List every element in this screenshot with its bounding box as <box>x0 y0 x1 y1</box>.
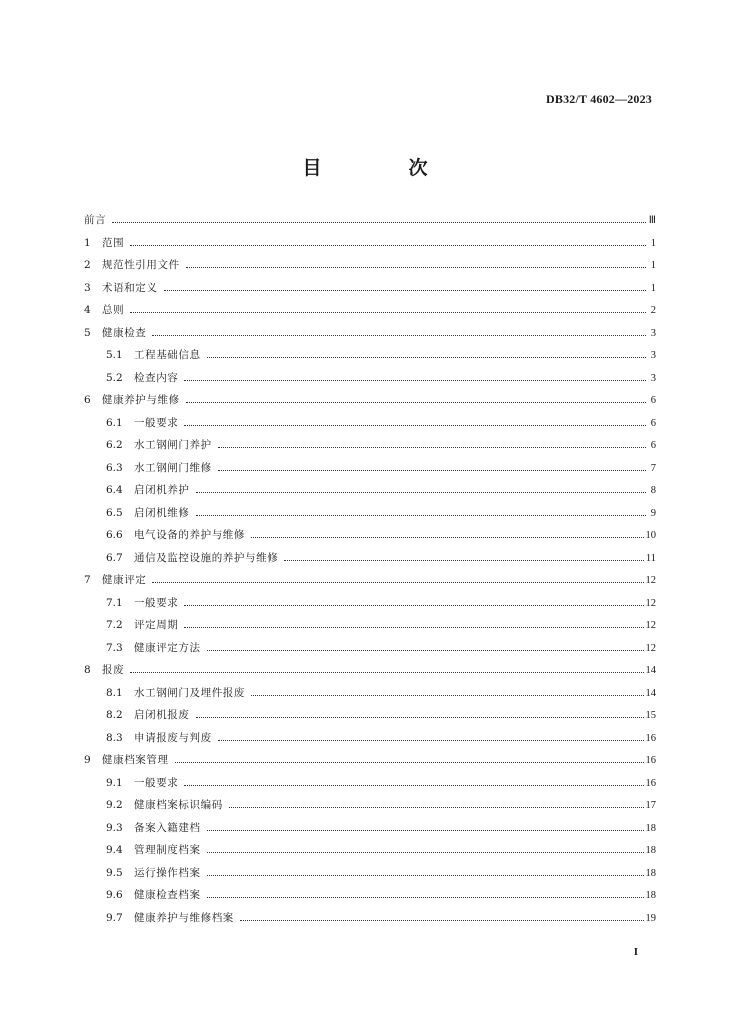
toc-entry-number: 5.1 <box>106 349 123 361</box>
toc-entry[interactable] <box>84 775 656 798</box>
toc-leader-dots <box>229 807 644 808</box>
toc-entry[interactable] <box>84 415 656 438</box>
toc-leader-dots <box>207 830 644 831</box>
page-number: I <box>633 946 638 958</box>
toc-entry-number: 6.4 <box>106 484 123 496</box>
toc-entry-number: 8.3 <box>106 731 123 744</box>
toc-entry-page: 17 <box>645 800 656 811</box>
toc-leader-dots <box>207 852 644 853</box>
toc-leader-dots <box>196 492 647 493</box>
toc-entry-number: 5.2 <box>106 371 123 384</box>
toc-entry-number: 2 <box>84 259 91 271</box>
toc-leader-dots <box>218 740 644 741</box>
toc-entry-label: 检查内容 <box>134 371 179 384</box>
toc-entry-label: 一般要求 <box>134 776 179 789</box>
toc-entry-number: 6.6 <box>106 529 123 541</box>
toc-entry-page: 15 <box>645 710 656 721</box>
toc-leader-dots <box>240 920 644 921</box>
toc-entry[interactable] <box>84 235 656 258</box>
toc-leader-dots <box>196 717 644 718</box>
toc-entry[interactable] <box>84 842 656 865</box>
toc-entry-number: 4 <box>84 304 91 316</box>
toc-leader-dots <box>130 312 646 313</box>
toc-leader-dots <box>196 515 647 516</box>
toc-entry[interactable] <box>84 550 656 573</box>
toc-entry-page: 14 <box>645 687 656 699</box>
toc-entry-number: 7.2 <box>106 619 123 631</box>
toc-leader-dots <box>284 560 644 561</box>
toc-leader-dots <box>152 582 643 583</box>
toc-entry[interactable] <box>84 482 656 505</box>
toc-entry-number: 6.5 <box>106 506 123 519</box>
toc-leader-dots <box>112 222 646 223</box>
toc-entry-number: 8 <box>84 664 91 676</box>
toc-entry-number: 3 <box>84 281 91 294</box>
toc-entry-page: 12 <box>645 642 656 654</box>
toc-entry-page: 7 <box>650 462 656 474</box>
toc-entry-label: 报废 <box>102 664 125 676</box>
toc-entry-label: 水工钢闸门及埋件报废 <box>134 686 245 699</box>
toc-leader-dots <box>130 245 646 246</box>
toc-entry-number: 6.2 <box>106 439 123 451</box>
toc-entry-page: 11 <box>645 552 656 564</box>
toc-entry[interactable] <box>84 572 656 595</box>
toc-entry-label: 健康档案标识编码 <box>134 799 223 811</box>
toc-entry-page: 16 <box>645 732 656 744</box>
toc-entry-label: 术语和定义 <box>102 281 158 294</box>
toc-entry-page: 16 <box>645 777 656 789</box>
toc-entry-page: 6 <box>650 440 656 451</box>
toc-entry[interactable] <box>84 370 656 393</box>
toc-entry-label: 评定周期 <box>134 619 179 631</box>
toc-entry[interactable] <box>84 302 656 325</box>
toc-entry-page: 19 <box>645 912 656 924</box>
toc-entry[interactable] <box>84 460 656 483</box>
toc-entry-label: 健康评定 <box>102 574 147 586</box>
toc-entry[interactable] <box>84 257 656 280</box>
toc-entry-page: 18 <box>645 845 656 856</box>
toc-leader-dots <box>184 425 646 426</box>
toc-entry[interactable] <box>84 325 656 348</box>
toc-entry-page: 1 <box>650 260 656 271</box>
toc-leader-dots <box>251 537 644 538</box>
toc-entry-label: 管理制度档案 <box>134 844 201 856</box>
toc-entry[interactable] <box>84 280 656 303</box>
toc-entry[interactable] <box>84 437 656 460</box>
toc-entry-label: 备案入籍建档 <box>134 821 201 834</box>
toc-entry-page: 18 <box>645 867 656 879</box>
toc-leader-dots <box>207 897 644 898</box>
toc-entry[interactable] <box>84 662 656 685</box>
toc-leader-dots <box>186 267 646 268</box>
toc-leader-dots <box>186 402 646 403</box>
toc-leader-dots <box>184 605 643 606</box>
toc-entry-number: 8.2 <box>106 709 123 721</box>
toc-leader-dots <box>184 380 646 381</box>
toc-entry[interactable] <box>84 505 656 528</box>
toc-entry-label: 范围 <box>102 236 125 249</box>
toc-entry[interactable] <box>84 640 656 663</box>
toc-entry-page: 3 <box>650 350 656 361</box>
toc-entry-number: 9.3 <box>106 821 123 834</box>
toc-entry-page: Ⅲ <box>648 215 656 226</box>
toc-entry[interactable] <box>84 392 656 415</box>
toc-entry-label: 一般要求 <box>134 596 179 609</box>
toc-entry-number: 6 <box>84 394 91 406</box>
toc-entry-label: 总则 <box>102 304 125 316</box>
toc-entry-number: 9.2 <box>106 799 123 811</box>
toc-entry-label: 水工钢闸门养护 <box>134 439 212 451</box>
toc-entry-label: 一般要求 <box>134 416 179 429</box>
toc-entry[interactable] <box>84 820 656 843</box>
toc-entry-label: 健康养护与维修档案 <box>134 911 234 924</box>
toc-leader-dots <box>184 785 643 786</box>
toc-entry-label: 规范性引用文件 <box>102 259 180 271</box>
toc-leader-dots <box>218 470 646 471</box>
toc-entry-label: 健康评定方法 <box>134 641 201 654</box>
toc-entry-number: 9.6 <box>106 889 123 901</box>
toc-entry-page: 1 <box>650 237 656 249</box>
toc-entry[interactable] <box>84 730 656 753</box>
toc-entry-number: 9 <box>84 754 91 766</box>
toc-entry-page: 6 <box>650 395 656 406</box>
toc-entry[interactable] <box>84 347 656 370</box>
toc-entry[interactable] <box>84 797 656 820</box>
toc-entry[interactable] <box>84 752 656 775</box>
toc-entry-number: 8.1 <box>106 686 123 699</box>
toc-entry-page: 8 <box>650 485 656 496</box>
toc-entry-page: 3 <box>650 372 656 384</box>
toc-entry-page: 1 <box>650 282 656 294</box>
toc-entry[interactable] <box>84 707 656 730</box>
toc-entry-label: 电气设备的养护与维修 <box>134 529 245 541</box>
toc-leader-dots <box>207 875 644 876</box>
toc-entry-label: 运行操作档案 <box>134 866 201 879</box>
toc-leader-dots <box>184 627 643 628</box>
toc-leader-dots <box>218 447 646 448</box>
toc-entry-number: 9.4 <box>106 844 123 856</box>
toc-leader-dots <box>130 672 643 673</box>
toc-entry-number: 7.1 <box>106 596 123 609</box>
toc-leader-dots <box>152 335 646 336</box>
toc-entry-page: 10 <box>645 530 656 541</box>
toc-entry-page: 9 <box>650 507 656 519</box>
toc-entry-page: 18 <box>645 822 656 834</box>
toc-entry-page: 12 <box>645 575 656 586</box>
toc-leader-dots <box>164 290 647 291</box>
toc-entry-label: 健康检查档案 <box>134 889 201 901</box>
toc-entry[interactable] <box>84 617 656 640</box>
toc-entry[interactable] <box>84 595 656 618</box>
toc-entry-page: 16 <box>645 755 656 766</box>
toc-entry-number: 9.5 <box>106 866 123 879</box>
toc-entry[interactable] <box>84 865 656 888</box>
toc-entry-number: 7.3 <box>106 641 123 654</box>
toc-entry-number: 9.7 <box>106 911 123 924</box>
toc-entry-page: 12 <box>645 597 656 609</box>
page-title: 目 次 <box>302 157 462 179</box>
toc-entry[interactable] <box>84 910 656 933</box>
toc-entry-label: 水工钢闸门维修 <box>134 461 212 474</box>
toc-entry-label: 启闭机维修 <box>134 506 190 519</box>
toc-leader-dots <box>175 762 644 763</box>
toc-entry-number: 6.7 <box>106 551 123 564</box>
toc-entry-number: 5 <box>84 326 91 339</box>
toc-entry-page: 14 <box>645 665 656 676</box>
toc-entry-page: 18 <box>645 890 656 901</box>
toc-entry-page: 6 <box>650 417 656 429</box>
table-of-contents <box>84 212 656 932</box>
toc-entry[interactable] <box>84 527 656 550</box>
toc-entry[interactable] <box>84 212 656 235</box>
toc-entry-label: 健康养护与维修 <box>102 394 180 406</box>
toc-entry-label: 健康档案管理 <box>102 754 169 766</box>
toc-entry-number: 6.1 <box>106 416 123 429</box>
toc-entry-label: 健康检查 <box>102 326 147 339</box>
toc-entry-page: 2 <box>650 305 656 316</box>
toc-entry[interactable] <box>84 887 656 910</box>
toc-entry-number: 1 <box>84 236 91 249</box>
toc-entry-number: 9.1 <box>106 776 123 789</box>
toc-entry-number: 7 <box>84 574 91 586</box>
toc-entry-label: 前言 <box>84 214 107 226</box>
toc-entry-page: 12 <box>645 620 656 631</box>
document-code: DB32/T 4602—2023 <box>546 92 652 106</box>
toc-entry-label: 申请报废与判废 <box>134 731 212 744</box>
toc-entry-label: 启闭机养护 <box>134 484 190 496</box>
toc-entry-number: 6.3 <box>106 461 123 474</box>
toc-leader-dots <box>207 357 646 358</box>
toc-entry-label: 通信及监控设施的养护与维修 <box>134 551 279 564</box>
toc-leader-dots <box>251 695 644 696</box>
toc-entry-label: 工程基础信息 <box>134 349 201 361</box>
toc-entry-page: 3 <box>650 327 656 339</box>
toc-leader-dots <box>207 650 644 651</box>
toc-entry-label: 启闭机报废 <box>134 709 190 721</box>
toc-entry[interactable] <box>84 685 656 708</box>
